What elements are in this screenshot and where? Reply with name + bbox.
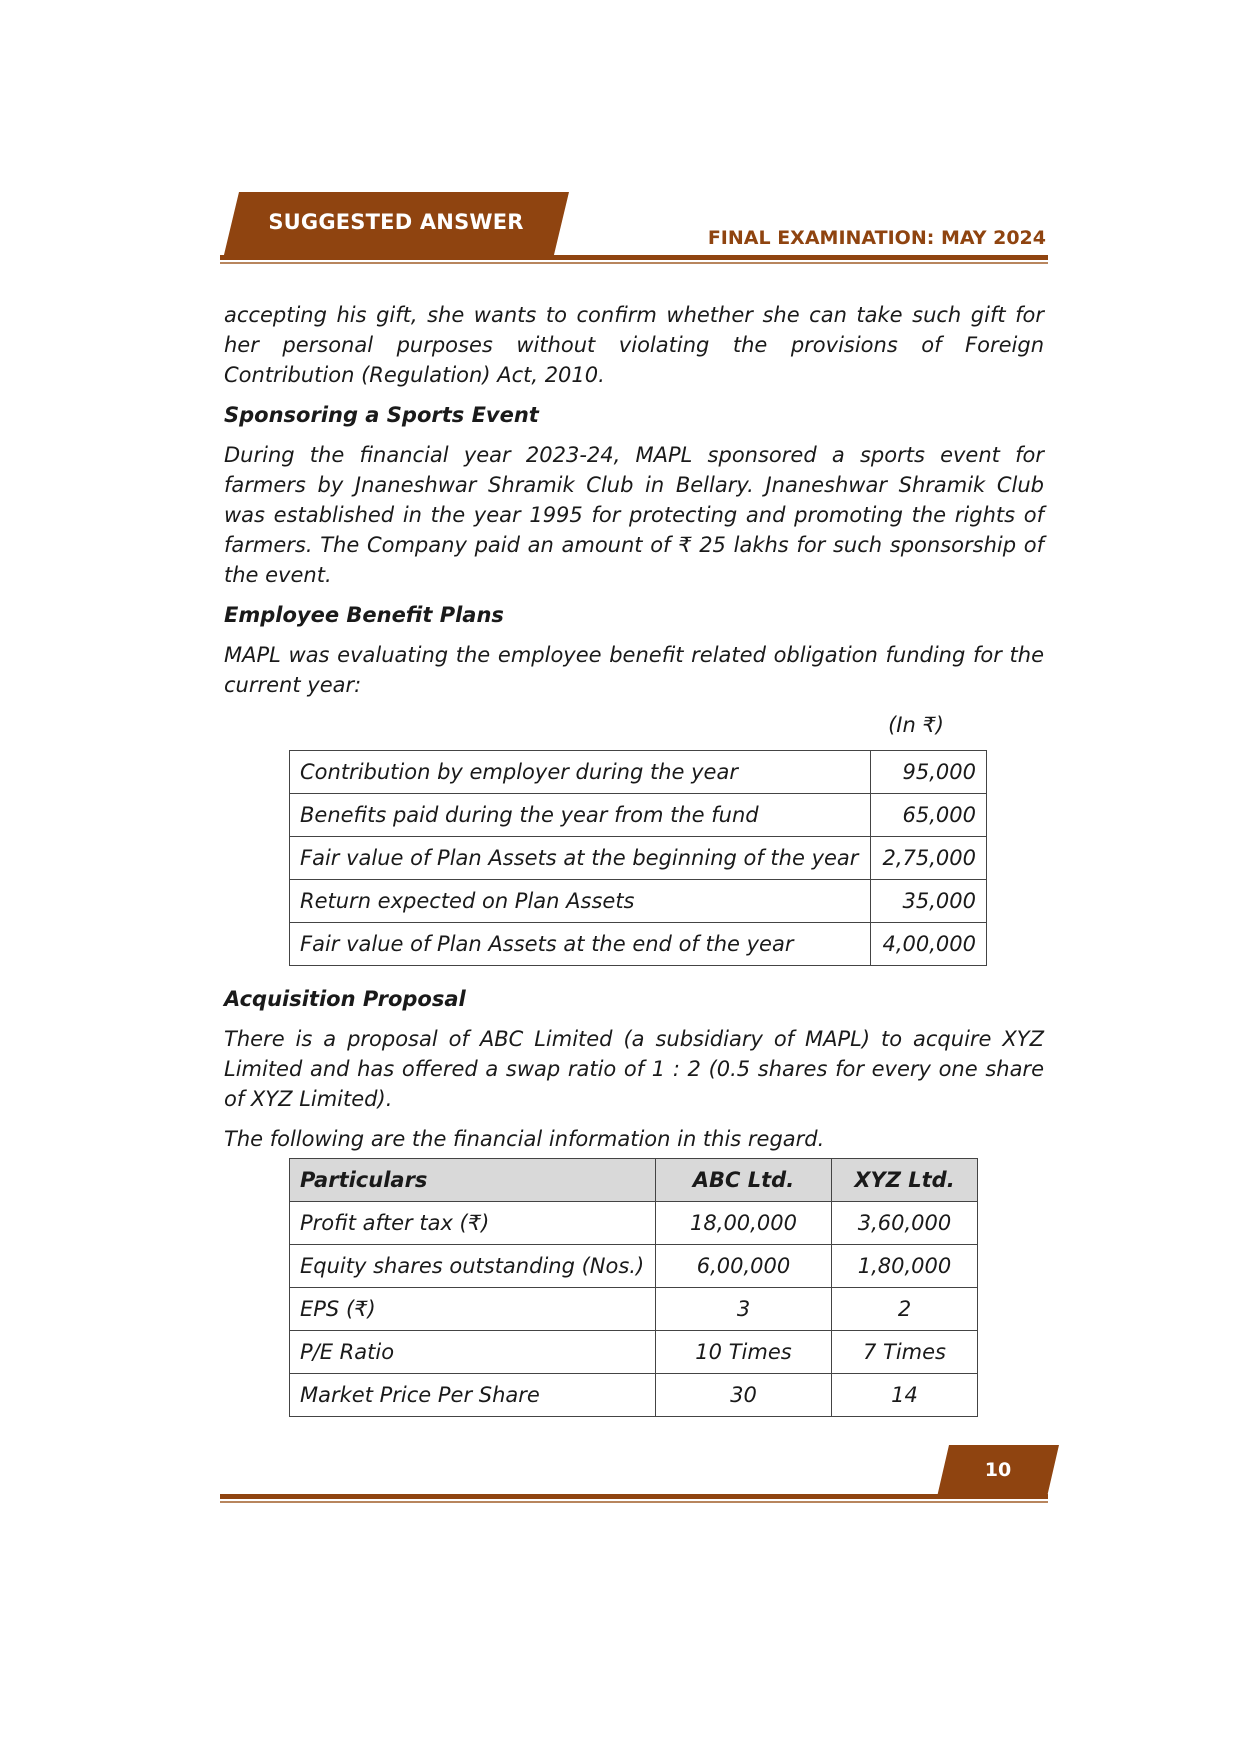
abc-value: 6,00,000 [656, 1245, 832, 1288]
table-row [290, 923, 987, 966]
page-content [224, 300, 1044, 1417]
row-value: 35,000 [871, 880, 987, 923]
financial-info-intro: The following are the financial information in this regard. [224, 1127, 825, 1151]
row-label: Benefits paid during the year from the fund [290, 794, 871, 837]
row-label: Fair value of Plan Assets at the beginning of the year [290, 837, 871, 880]
row-value: 4,00,000 [871, 923, 987, 966]
row-label: Market Price Per Share [290, 1374, 656, 1417]
table-row [290, 880, 987, 923]
table-row [290, 1288, 978, 1331]
table-row [290, 794, 987, 837]
table-row [290, 1245, 978, 1288]
abc-value: 3 [656, 1288, 832, 1331]
table-row [290, 1202, 978, 1245]
financial-info-table [289, 1158, 978, 1417]
xyz-value: 1,80,000 [832, 1245, 978, 1288]
table-row [290, 751, 987, 794]
footer-rule [220, 1494, 1048, 1499]
xyz-value: 3,60,000 [832, 1202, 978, 1245]
column-header: Particulars [290, 1159, 656, 1202]
row-label: Equity shares outstanding (Nos.) [290, 1245, 656, 1288]
row-value: 65,000 [871, 794, 987, 837]
table-row [290, 1374, 978, 1417]
intro-paragraph: accepting his gift, she wants to confirm whether she can take such gift for her personal purposes without violating the provisions of Foreign Contribution (Regulation) Act, 2010. [224, 303, 1044, 387]
row-label: EPS (₹) [290, 1288, 656, 1331]
sponsoring-paragraph: During the financial year 2023-24, MAPL sponsored a sports event for farmers by Jnaneshwar Shramik Club in Bellary. Jnaneshwar Shramik Club was established in the year 1995 for protecting and promoting the rights of farmers. The Company paid an amount of ₹ 25 lakhs for such sponsorship of the event. [224, 443, 1044, 587]
unit-label: (In ₹) [888, 713, 944, 737]
employee-benefit-table [289, 750, 987, 966]
row-value: 95,000 [871, 751, 987, 794]
xyz-value: 2 [832, 1288, 978, 1331]
footer-rule-thin [220, 1501, 1048, 1503]
column-header: ABC Ltd. [656, 1159, 832, 1202]
abc-value: 18,00,000 [656, 1202, 832, 1245]
row-label: Fair value of Plan Assets at the end of the year [290, 923, 871, 966]
table-row [290, 837, 987, 880]
xyz-value: 14 [832, 1374, 978, 1417]
row-label: Return expected on Plan Assets [290, 880, 871, 923]
sponsoring-heading: Sponsoring a Sports Event [224, 403, 539, 427]
employee-heading: Employee Benefit Plans [224, 603, 504, 627]
header-rule-thin [220, 262, 1048, 264]
header-rule [220, 255, 1048, 260]
page-number: 10 [984, 1459, 1012, 1481]
table-header-row [290, 1159, 978, 1202]
table-row [290, 1331, 978, 1374]
exam-title: FINAL EXAMINATION: MAY 2024 [707, 227, 1046, 249]
column-header: XYZ Ltd. [832, 1159, 978, 1202]
row-label: P/E Ratio [290, 1331, 656, 1374]
row-label: Contribution by employer during the year [290, 751, 871, 794]
abc-value: 10 Times [656, 1331, 832, 1374]
abc-value: 30 [656, 1374, 832, 1417]
row-value: 2,75,000 [871, 837, 987, 880]
row-label: Profit after tax (₹) [290, 1202, 656, 1245]
acquisition-heading: Acquisition Proposal [224, 987, 466, 1011]
employee-paragraph: MAPL was evaluating the employee benefit related obligation funding for the current year: [224, 643, 1044, 697]
header-tab-label: SUGGESTED ANSWER [268, 210, 524, 234]
acquisition-paragraph: There is a proposal of ABC Limited (a subsidiary of MAPL) to acquire XYZ Limited and has offered a swap ratio of 1 : 2 (0.5 shares for every one share of XYZ Limited). [224, 1027, 1044, 1111]
xyz-value: 7 Times [832, 1331, 978, 1374]
